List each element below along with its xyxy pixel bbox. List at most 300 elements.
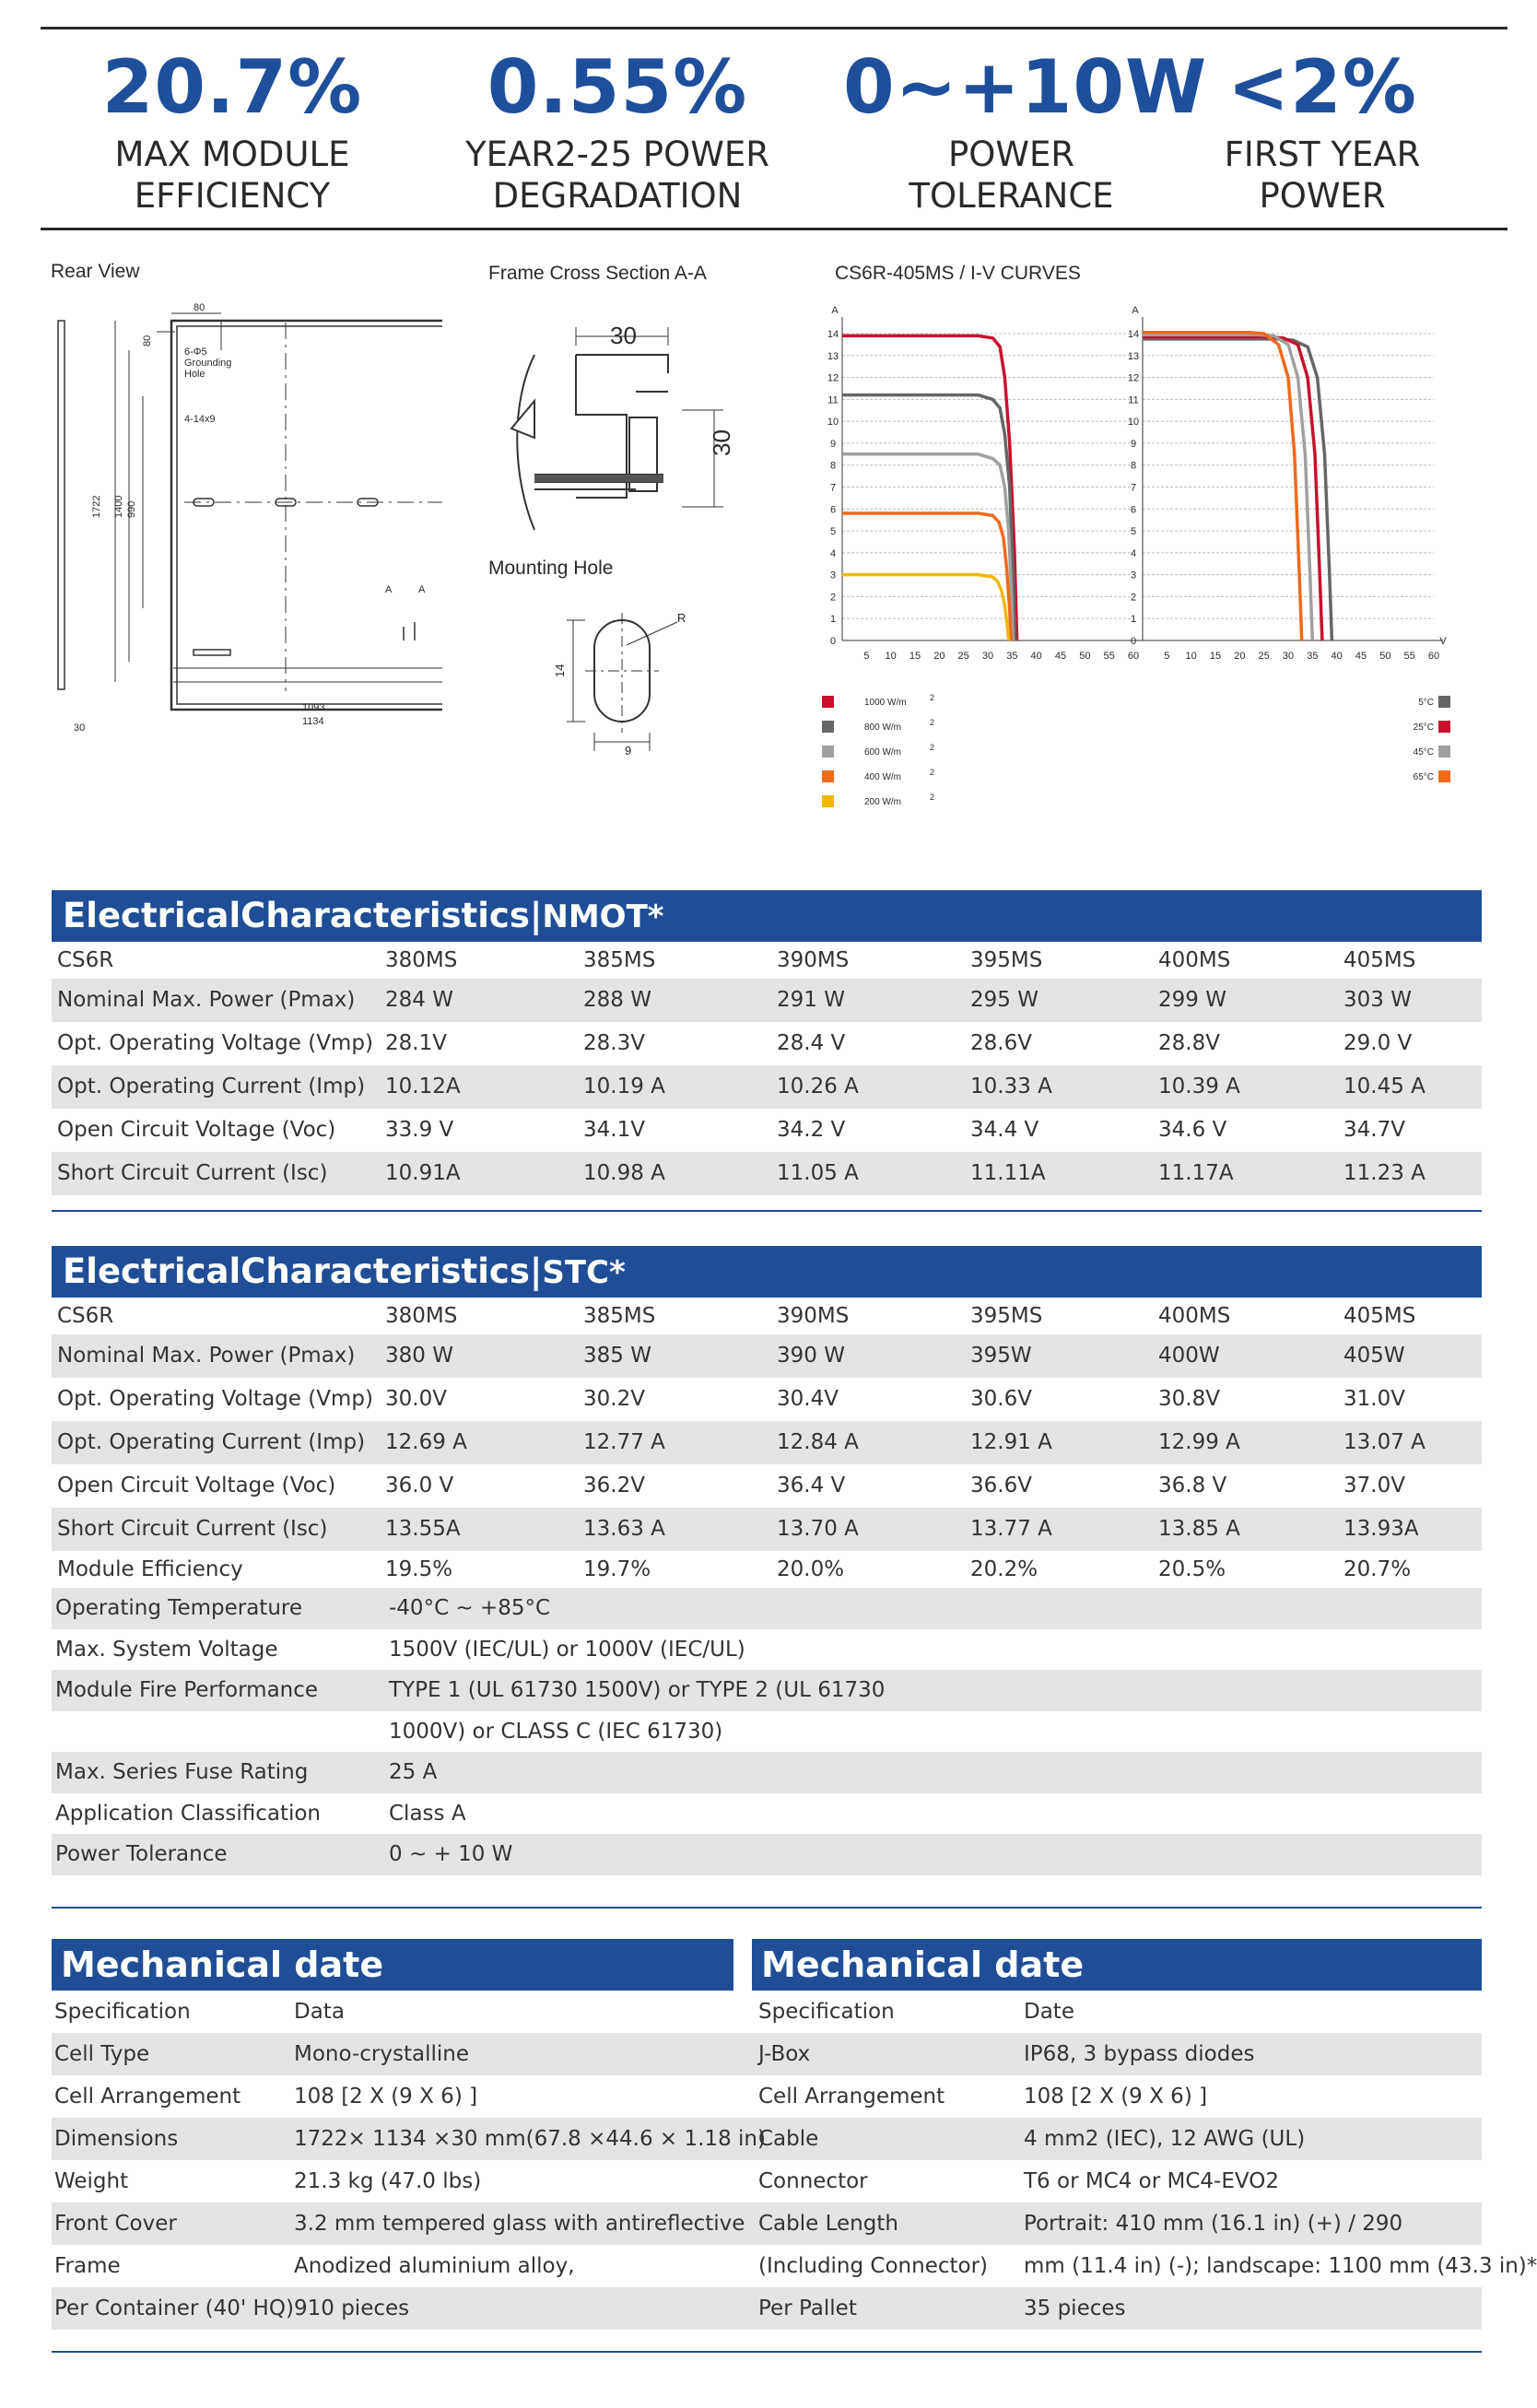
hole-height-dim: 14 bbox=[553, 664, 567, 677]
row-value: 13.77 A bbox=[970, 1517, 1052, 1541]
row-value: 395W bbox=[970, 1344, 1032, 1368]
y-tick-label: 2 bbox=[1130, 592, 1137, 604]
row-label: CS6R bbox=[57, 948, 114, 972]
row-value: 12.91 A bbox=[970, 1430, 1052, 1454]
legend-label: 200 W/m bbox=[864, 797, 902, 807]
spec-value: Data bbox=[294, 2000, 345, 2024]
x-tick-label: 10 bbox=[1185, 651, 1197, 662]
kpi-first-year bbox=[1198, 41, 1447, 217]
y-tick-label: 4 bbox=[1130, 547, 1137, 559]
row-value: 405MS bbox=[1343, 948, 1416, 972]
table-row bbox=[52, 1421, 1482, 1464]
dim-1134: 1134 bbox=[302, 716, 324, 727]
row-value: 34.1V bbox=[583, 1118, 645, 1142]
row-value: 11.17A bbox=[1158, 1161, 1234, 1185]
x-axis-unit: V bbox=[1439, 636, 1447, 647]
x-tick-label: 35 bbox=[1006, 651, 1018, 662]
mount-hole-label: 4-14x9 bbox=[184, 414, 216, 425]
row-value: 34.4 V bbox=[970, 1118, 1039, 1142]
row-value: 390 W bbox=[777, 1344, 845, 1368]
row-value: 30.4V bbox=[777, 1387, 839, 1411]
row-value: 380 W bbox=[385, 1344, 453, 1368]
y-tick-label: 11 bbox=[1128, 394, 1139, 406]
section-mark-a-left: A bbox=[385, 584, 393, 595]
y-tick-label: 5 bbox=[1130, 526, 1137, 538]
row-value: 12.99 A bbox=[1158, 1430, 1240, 1454]
mech-right-title: Mechanical date bbox=[752, 1939, 1482, 1991]
row-label: Max. System Voltage bbox=[55, 1638, 278, 1662]
legend-superscript: 2 bbox=[930, 693, 935, 702]
table-row bbox=[52, 1752, 1482, 1793]
x-tick-label: 30 bbox=[981, 651, 994, 662]
x-tick-label: 55 bbox=[1103, 651, 1115, 662]
spec-value: IP68, 3 bypass diodes bbox=[1024, 2042, 1255, 2066]
y-tick-label: 0 bbox=[829, 636, 837, 647]
series-line bbox=[1143, 339, 1332, 640]
row-value: 284 W bbox=[385, 988, 453, 1012]
spec-label: Per Container (40' HQ) bbox=[54, 2296, 294, 2320]
row-value: 299 W bbox=[1158, 988, 1226, 1012]
row-value: 13.70 A bbox=[777, 1517, 859, 1541]
legend-label: 45°C bbox=[1413, 747, 1434, 758]
row-value: 385MS bbox=[583, 1304, 656, 1328]
table-row bbox=[52, 1670, 1482, 1711]
row-value: 11.23 A bbox=[1343, 1161, 1426, 1185]
table-row bbox=[52, 1834, 1482, 1875]
table-row bbox=[52, 1508, 1482, 1551]
frame-width-dim: 30 bbox=[610, 322, 637, 349]
row-value: 400MS bbox=[1158, 948, 1231, 972]
frame-height-dim: 30 bbox=[708, 429, 735, 456]
row-value: 13.93A bbox=[1343, 1517, 1419, 1541]
kpi-label-line2: POWER bbox=[1259, 176, 1386, 216]
x-tick-label: 20 bbox=[1234, 651, 1246, 662]
row-label: Short Circuit Current (Isc) bbox=[57, 1517, 328, 1541]
row-value: 395MS bbox=[970, 948, 1043, 972]
spec-value: Date bbox=[1024, 2000, 1074, 2024]
y-tick-label: 8 bbox=[1130, 460, 1137, 472]
spec-label: Cable Length bbox=[758, 2212, 898, 2236]
row-label: Module Efficiency bbox=[57, 1557, 243, 1581]
x-tick-label: 5 bbox=[1164, 651, 1170, 662]
row-value: 31.0V bbox=[1343, 1387, 1405, 1411]
spec-value: mm (11.4 in) (-); landscape: 1100 mm (43.3 in)* bbox=[1024, 2254, 1537, 2278]
legend-label: 800 W/m bbox=[864, 722, 902, 733]
y-tick-label: 6 bbox=[1130, 504, 1137, 516]
mech-bottom-rule bbox=[52, 2351, 1482, 2353]
row-label: Opt. Operating Voltage (Vmp) bbox=[57, 1031, 373, 1055]
legend-label: 600 W/m bbox=[864, 747, 902, 758]
row-value: 405MS bbox=[1343, 1304, 1416, 1328]
row-value: 10.39 A bbox=[1158, 1075, 1240, 1098]
kpi-label-line2: TOLERANCE bbox=[909, 176, 1114, 216]
top-rule bbox=[41, 27, 1508, 29]
row-value: 10.98 A bbox=[583, 1161, 665, 1185]
x-tick-label: 20 bbox=[933, 651, 945, 662]
table-row bbox=[52, 1022, 1482, 1065]
y-tick-label: 3 bbox=[829, 570, 837, 581]
row-value: 380MS bbox=[385, 1304, 458, 1328]
y-tick-label: 10 bbox=[827, 417, 839, 429]
spec-label: Specification bbox=[54, 2000, 191, 2024]
x-tick-label: 5 bbox=[863, 651, 870, 662]
row-value: 34.6 V bbox=[1158, 1118, 1227, 1142]
row-value: 11.11A bbox=[970, 1161, 1046, 1185]
row-label: Module Fire Performance bbox=[55, 1678, 319, 1702]
spec-label: (Including Connector) bbox=[758, 2254, 989, 2278]
kpi-value: 0.55% bbox=[487, 44, 748, 130]
row-value: 34.7V bbox=[1343, 1118, 1405, 1142]
spec-value: 21.3 kg (47.0 lbs) bbox=[294, 2169, 482, 2193]
spec-label: Cell Arrangement bbox=[54, 2085, 241, 2108]
row-value: 10.12A bbox=[385, 1075, 461, 1098]
kpi-bottom-rule bbox=[41, 228, 1508, 230]
mech-row bbox=[52, 2118, 1482, 2160]
row-value: 34.2 V bbox=[777, 1118, 846, 1142]
spec-label: Front Cover bbox=[54, 2212, 177, 2236]
row-value: 36.8 V bbox=[1158, 1474, 1227, 1498]
row-label: Open Circuit Voltage (Voc) bbox=[57, 1474, 336, 1498]
row-label: Opt. Operating Voltage (Vmp) bbox=[57, 1387, 373, 1411]
row-value: 28.6V bbox=[970, 1031, 1032, 1055]
nmot-title-suffix: NMOT* bbox=[542, 899, 664, 935]
mech-row bbox=[52, 1991, 1482, 2033]
rear-view-drawing bbox=[46, 286, 442, 746]
kpi-value: <2% bbox=[1227, 44, 1417, 130]
row-value: 28.4 V bbox=[777, 1031, 846, 1055]
y-tick-label: 12 bbox=[827, 372, 839, 384]
row-label: Nominal Max. Power (Pmax) bbox=[57, 1344, 356, 1368]
mech-row bbox=[52, 2202, 1482, 2245]
legend-label: 400 W/m bbox=[864, 772, 902, 782]
y-tick-label: 7 bbox=[1130, 482, 1137, 494]
mech-row bbox=[52, 2075, 1482, 2118]
spec-value: 108 [2 X (9 X 6) ] bbox=[1024, 2085, 1208, 2108]
row-value: 390MS bbox=[777, 948, 850, 972]
nmot-title-bar bbox=[52, 890, 1482, 942]
legend-swatch bbox=[822, 746, 834, 758]
kpi-tolerance bbox=[843, 41, 1208, 217]
x-tick-label: 60 bbox=[1427, 651, 1440, 662]
row-value: 1500V (IEC/UL) or 1000V (IEC/UL) bbox=[389, 1638, 745, 1662]
row-value: 36.2V bbox=[583, 1474, 645, 1498]
y-tick-label: 6 bbox=[829, 504, 837, 516]
row-label: Operating Temperature bbox=[55, 1596, 302, 1620]
grounding-label-3: Hole bbox=[184, 369, 205, 380]
spec-value: 910 pieces bbox=[294, 2296, 410, 2320]
spec-value: Anodized aluminium alloy, bbox=[294, 2254, 575, 2278]
row-value: 10.26 A bbox=[777, 1075, 859, 1098]
spec-label: J-Box bbox=[758, 2042, 811, 2066]
x-tick-label: 40 bbox=[1331, 651, 1343, 662]
table-row bbox=[52, 1629, 1482, 1671]
row-label: Opt. Operating Current (Imp) bbox=[57, 1430, 366, 1454]
y-axis-unit: A bbox=[831, 305, 839, 316]
hole-width-dim: 9 bbox=[625, 744, 632, 756]
x-tick-label: 35 bbox=[1307, 651, 1319, 662]
table-row bbox=[52, 979, 1482, 1022]
row-value: 390MS bbox=[777, 1304, 850, 1328]
row-value: 0 ~ + 10 W bbox=[389, 1842, 513, 1866]
x-tick-label: 10 bbox=[885, 651, 897, 662]
table-row bbox=[52, 1793, 1482, 1835]
legend-swatch bbox=[822, 721, 834, 733]
mech-row bbox=[52, 2287, 1482, 2330]
stc-title-suffix: STC* bbox=[542, 1254, 626, 1291]
mounting-hole-drawing bbox=[544, 604, 728, 756]
spec-label: Frame bbox=[54, 2254, 121, 2278]
table-row bbox=[52, 1551, 1482, 1588]
kpi-efficiency bbox=[76, 41, 389, 217]
table-row bbox=[52, 1711, 1482, 1753]
mech-row bbox=[52, 2160, 1482, 2202]
row-value: 385 W bbox=[583, 1344, 651, 1368]
row-value: 19.7% bbox=[583, 1557, 651, 1581]
grounding-label-2: Grounding bbox=[184, 358, 232, 369]
spec-value: 35 pieces bbox=[1024, 2296, 1126, 2320]
legend-label: 25°C bbox=[1413, 722, 1434, 733]
x-tick-label: 15 bbox=[1209, 651, 1222, 662]
row-value: 13.07 A bbox=[1343, 1430, 1426, 1454]
spec-label: Dimensions bbox=[54, 2127, 179, 2151]
stc-title: ElectricalCharacteristics| bbox=[63, 1251, 543, 1291]
y-tick-label: 1 bbox=[829, 614, 837, 626]
row-value: 395MS bbox=[970, 1304, 1043, 1328]
spec-value: 4 mm2 (IEC), 12 AWG (UL) bbox=[1024, 2127, 1306, 2151]
table-row bbox=[52, 1109, 1482, 1152]
row-value: 19.5% bbox=[385, 1557, 453, 1581]
row-value: 30.2V bbox=[583, 1387, 645, 1411]
y-tick-label: 12 bbox=[1127, 372, 1140, 384]
spec-value: 1722× 1134 ×30 mm(67.8 ×44.6 × 1.18 in) bbox=[294, 2127, 766, 2151]
y-tick-label: 14 bbox=[827, 329, 839, 340]
x-tick-label: 25 bbox=[1258, 651, 1270, 662]
spec-value: 3.2 mm tempered glass with antireflective bbox=[294, 2212, 745, 2236]
spec-label: Weight bbox=[54, 2169, 129, 2193]
table-row bbox=[52, 1588, 1482, 1629]
row-label: Nominal Max. Power (Pmax) bbox=[57, 988, 356, 1012]
dim-1400: 1400 bbox=[113, 495, 124, 518]
y-tick-label: 11 bbox=[827, 394, 839, 406]
series-line bbox=[842, 454, 1013, 640]
y-tick-label: 9 bbox=[829, 438, 837, 450]
kpi-label-line2: EFFICIENCY bbox=[134, 176, 331, 216]
row-label: Short Circuit Current (Isc) bbox=[57, 1161, 328, 1185]
x-tick-label: 30 bbox=[1282, 651, 1295, 662]
row-value: 33.9 V bbox=[385, 1118, 454, 1142]
row-label: Power Tolerance bbox=[55, 1842, 228, 1866]
x-tick-label: 40 bbox=[1030, 651, 1042, 662]
row-label: Max. Series Fuse Rating bbox=[55, 1760, 309, 1784]
spec-value: Portrait: 410 mm (16.1 in) (+) / 290 bbox=[1024, 2212, 1403, 2236]
legend-label: 65°C bbox=[1413, 772, 1434, 782]
y-tick-label: 3 bbox=[1130, 570, 1137, 581]
table-row bbox=[52, 1065, 1482, 1109]
kpi-value: 0~+10W bbox=[843, 44, 1208, 130]
y-tick-label: 5 bbox=[829, 526, 837, 538]
dim-30: 30 bbox=[74, 722, 86, 734]
row-value: 303 W bbox=[1343, 988, 1412, 1012]
spec-label: Connector bbox=[758, 2169, 868, 2193]
mounting-hole-title: Mounting Hole bbox=[488, 558, 614, 579]
row-value: 400W bbox=[1158, 1344, 1220, 1368]
row-value: 20.2% bbox=[970, 1557, 1038, 1581]
grounding-label-1: 6-Φ5 bbox=[184, 347, 207, 358]
nmot-bottom-rule bbox=[52, 1210, 1482, 1212]
y-tick-label: 2 bbox=[829, 592, 837, 604]
x-tick-label: 60 bbox=[1127, 651, 1140, 662]
row-value: 30.0V bbox=[385, 1387, 447, 1411]
legend-swatch bbox=[822, 795, 834, 807]
mech-row bbox=[52, 2245, 1537, 2287]
x-tick-label: 25 bbox=[957, 651, 969, 662]
y-axis-unit: A bbox=[1132, 305, 1139, 316]
radius-label: R bbox=[677, 611, 686, 625]
legend-label: 5°C bbox=[1418, 698, 1434, 708]
legend-superscript: 2 bbox=[930, 768, 935, 777]
kpi-label-line1: FIRST YEAR bbox=[1224, 135, 1421, 174]
legend-superscript: 2 bbox=[930, 793, 935, 802]
row-value: 29.0 V bbox=[1343, 1031, 1413, 1055]
spec-value: 108 [2 X (9 X 6) ] bbox=[294, 2085, 478, 2108]
x-tick-label: 50 bbox=[1079, 651, 1091, 662]
y-tick-label: 1 bbox=[1130, 614, 1137, 626]
kpi-label-line1: POWER bbox=[947, 135, 1075, 174]
row-value: 291 W bbox=[777, 988, 845, 1012]
row-value: 1000V) or CLASS C (IEC 61730) bbox=[389, 1720, 723, 1744]
spec-label: Cell Type bbox=[54, 2042, 150, 2066]
row-value: Class A bbox=[389, 1802, 466, 1826]
table-row bbox=[52, 1464, 1482, 1508]
row-value: 30.8V bbox=[1158, 1387, 1220, 1411]
table-header-row bbox=[52, 1298, 1482, 1334]
row-value: 11.05 A bbox=[777, 1161, 859, 1185]
row-value: 10.33 A bbox=[970, 1075, 1052, 1098]
y-tick-label: 7 bbox=[829, 482, 837, 494]
row-value: 385MS bbox=[583, 948, 656, 972]
kpi-degradation bbox=[442, 41, 792, 217]
spec-label: Cell Arrangement bbox=[758, 2085, 945, 2108]
x-tick-label: 15 bbox=[909, 651, 921, 662]
mech-row bbox=[52, 2033, 1482, 2075]
spec-value: T6 or MC4 or MC4-EVO2 bbox=[1024, 2169, 1279, 2193]
stc-title-bar bbox=[52, 1246, 1482, 1298]
mech-left-title: Mechanical date bbox=[52, 1939, 733, 1991]
row-value: 12.69 A bbox=[385, 1430, 467, 1454]
row-value: 20.5% bbox=[1158, 1557, 1226, 1581]
legend-swatch bbox=[1438, 721, 1450, 733]
row-label: CS6R bbox=[57, 1304, 114, 1328]
row-value: 12.84 A bbox=[777, 1430, 859, 1454]
legend-swatch bbox=[1438, 770, 1450, 782]
row-value: 12.77 A bbox=[583, 1430, 665, 1454]
table-row bbox=[52, 1334, 1482, 1378]
legend-swatch bbox=[1438, 696, 1450, 708]
row-value: 10.45 A bbox=[1343, 1075, 1426, 1098]
table-row bbox=[52, 1152, 1482, 1195]
kpi-label-line1: YEAR2-25 POWER bbox=[465, 135, 769, 174]
nmot-title: ElectricalCharacteristics| bbox=[63, 896, 543, 935]
y-tick-label: 9 bbox=[1130, 438, 1137, 450]
y-tick-label: 8 bbox=[829, 460, 837, 472]
y-tick-label: 14 bbox=[1127, 329, 1140, 340]
dim-990: 990 bbox=[126, 500, 137, 518]
row-label: Open Circuit Voltage (Voc) bbox=[57, 1118, 336, 1142]
row-value: 20.7% bbox=[1343, 1557, 1412, 1581]
row-value: 10.91A bbox=[385, 1161, 461, 1185]
iv-chart bbox=[811, 286, 1474, 820]
spec-label: Cable bbox=[758, 2127, 819, 2151]
rear-view-title: Rear View bbox=[51, 261, 140, 282]
row-value: 295 W bbox=[970, 988, 1038, 1012]
row-value: 30.6V bbox=[970, 1387, 1032, 1411]
row-value: 20.0% bbox=[777, 1557, 845, 1581]
row-value: 13.55A bbox=[385, 1517, 461, 1541]
dim-80-side: 80 bbox=[142, 335, 153, 347]
x-tick-label: 45 bbox=[1054, 651, 1067, 662]
spec-label: Per Pallet bbox=[758, 2296, 857, 2320]
row-value: 405W bbox=[1343, 1344, 1405, 1368]
dim-80-top: 80 bbox=[194, 302, 205, 313]
y-tick-label: 0 bbox=[1130, 636, 1137, 647]
kpi-value: 20.7% bbox=[101, 44, 363, 130]
row-value: -40°C ~ +85°C bbox=[389, 1596, 551, 1620]
x-tick-label: 50 bbox=[1379, 651, 1391, 662]
table-header-row bbox=[52, 942, 1482, 979]
kpi-label-line1: MAX MODULE bbox=[114, 135, 350, 174]
row-value: 28.1V bbox=[385, 1031, 447, 1055]
dim-1093: 1093 bbox=[302, 702, 325, 713]
spec-label: Specification bbox=[758, 2000, 895, 2024]
row-value: 10.19 A bbox=[583, 1075, 665, 1098]
row-value: 13.85 A bbox=[1158, 1517, 1240, 1541]
row-value: 36.6V bbox=[970, 1474, 1032, 1498]
table-row bbox=[52, 1378, 1482, 1421]
legend-superscript: 2 bbox=[930, 718, 935, 727]
row-value: 288 W bbox=[583, 988, 651, 1012]
y-tick-label: 13 bbox=[1127, 350, 1140, 362]
row-label: Application Classification bbox=[55, 1802, 322, 1826]
series-line bbox=[842, 575, 1009, 640]
legend-superscript: 2 bbox=[930, 743, 935, 752]
y-tick-label: 13 bbox=[827, 350, 839, 362]
row-value: TYPE 1 (UL 61730 1500V) or TYPE 2 (UL 61730 bbox=[389, 1678, 886, 1702]
legend-swatch bbox=[1438, 746, 1450, 758]
series-line bbox=[1143, 333, 1302, 640]
x-tick-label: 45 bbox=[1355, 651, 1367, 662]
row-value: 36.4 V bbox=[777, 1474, 846, 1498]
row-value: 36.0 V bbox=[385, 1474, 454, 1498]
y-tick-label: 10 bbox=[1127, 417, 1140, 429]
spec-value: Mono-crystalline bbox=[294, 2042, 469, 2066]
stc-bottom-rule bbox=[52, 1907, 1482, 1909]
kpi-label-line2: DEGRADATION bbox=[492, 176, 743, 216]
legend-swatch bbox=[822, 770, 834, 782]
legend-swatch bbox=[822, 696, 834, 708]
row-label: Opt. Operating Current (Imp) bbox=[57, 1075, 366, 1098]
row-value: 13.63 A bbox=[583, 1517, 665, 1541]
row-value: 28.8V bbox=[1158, 1031, 1220, 1055]
row-value: 37.0V bbox=[1343, 1474, 1405, 1498]
frame-section-title: Frame Cross Section A-A bbox=[488, 263, 707, 284]
row-value: 400MS bbox=[1158, 1304, 1231, 1328]
row-value: 28.3V bbox=[583, 1031, 645, 1055]
series-line bbox=[842, 395, 1015, 640]
dim-1722: 1722 bbox=[91, 495, 102, 518]
series-line bbox=[842, 335, 1017, 640]
row-value: 380MS bbox=[385, 948, 458, 972]
section-mark-a-right: A bbox=[418, 584, 426, 595]
